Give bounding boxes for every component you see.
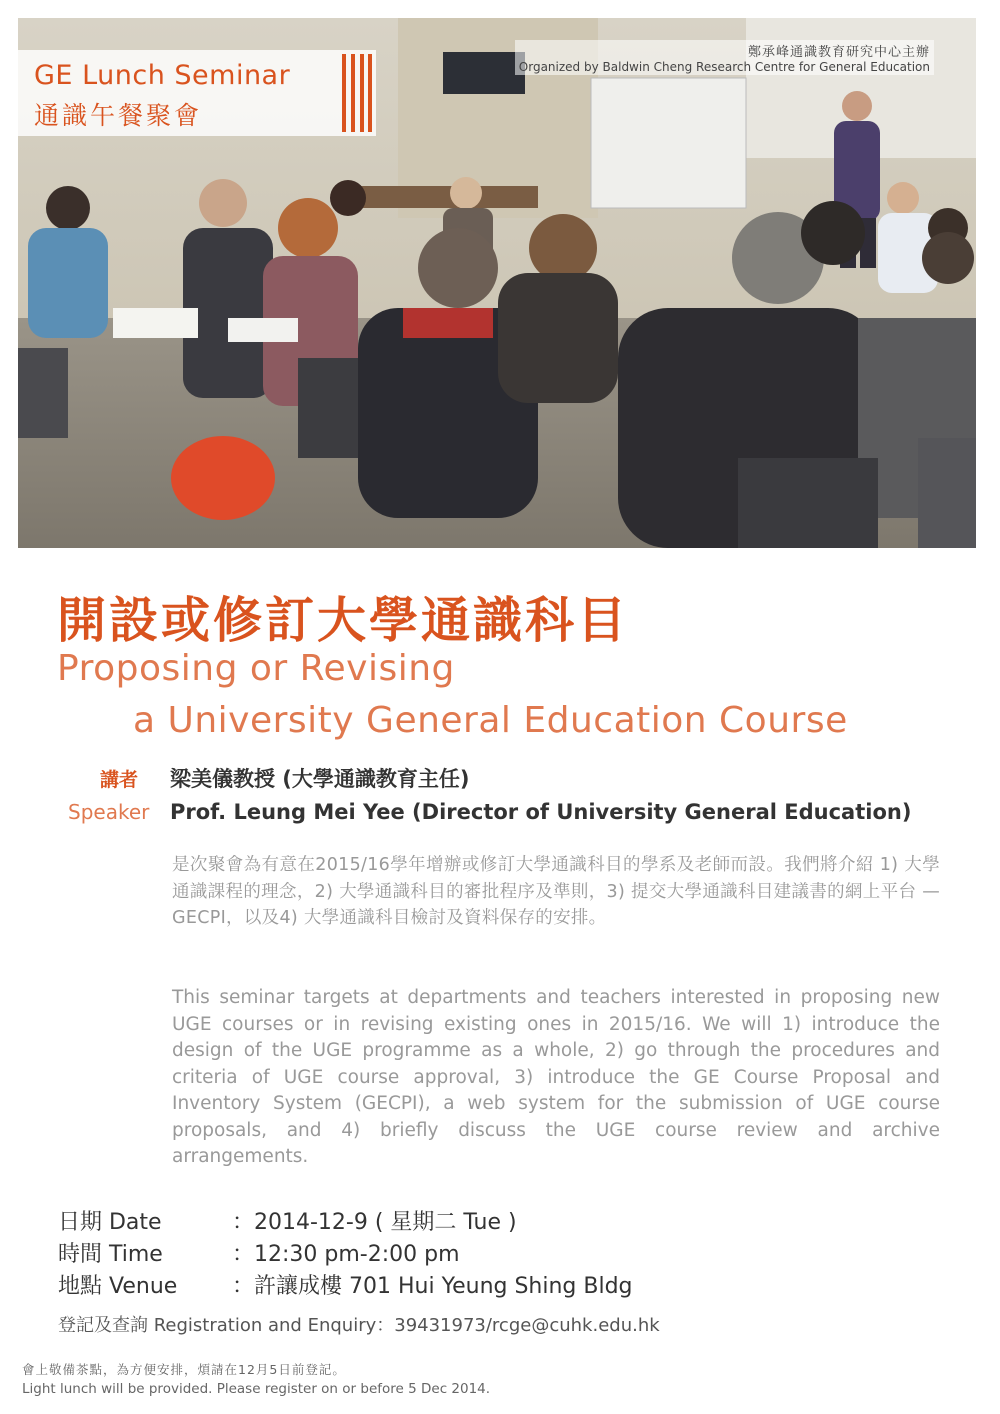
description-zh: 是次聚會為有意在2015/16學年增辦或修訂大學通識科目的學系及老師而設。我們將介紹 1) 大學通識課程的理念，2) 大學通識科目的審批程序及準則，3) 提交大學通識科目建議書的網上平台 — GECPI，以及4) 大學通識科目檢討及資料保存的安排。: [172, 855, 940, 928]
page-title-en-line1: Proposing or Revising: [57, 648, 455, 689]
detail-time: [58, 1237, 460, 1268]
time-value: ：12:30 pm-2:00 pm: [232, 1242, 460, 1267]
series-title-en: GE Lunch Seminar: [34, 60, 291, 91]
detail-date: [58, 1205, 517, 1236]
time-label: 時間 Time: [58, 1242, 163, 1267]
organizer-label: [515, 40, 934, 75]
decorative-stripes: [342, 54, 372, 132]
date-value: ：2014-12-9 ( 星期二 Tue ): [232, 1210, 517, 1235]
organizer-en: Organized by Baldwin Cheng Research Centre for General Education: [518, 60, 930, 74]
registration-line: [58, 1311, 660, 1337]
speaker-label-zh: 講者: [100, 769, 139, 791]
venue-value: ：許讓成樓 701 Hui Yeung Shing Bldg: [232, 1274, 633, 1299]
speaker-label-en: Speaker: [68, 800, 150, 824]
series-label-box: [18, 50, 376, 136]
speaker-name-en: Prof. Leung Mei Yee (Director of University General Education): [170, 800, 912, 824]
page-title-en-line2: a University General Education Course: [133, 700, 848, 741]
detail-venue: [58, 1269, 633, 1300]
speaker-name-zh: 梁美儀教授 (大學通識教育主任): [170, 767, 470, 791]
page-title-zh: 開設或修訂大學通識科目: [57, 592, 630, 649]
description-en: This seminar targets at departments and teachers interested in proposing new UGE courses or in revising existing ones in 2015/16. We will 1) introduce the design of the UGE programme as a whole, 2) go through the procedures and criteria of UGE course approval, 3) introduce the GE Course Proposal and Inventory System (GECPI), a web system for the submission of UGE course proposals, and 4) briefly discuss the UGE course review and archive arrangements.: [172, 987, 940, 1167]
date-label: 日期 Date: [58, 1210, 162, 1235]
venue-label: 地點 Venue: [58, 1274, 178, 1299]
organizer-zh: 鄭承峰通識教育研究中心主辦: [747, 45, 930, 60]
footer-note-zh: 會上敬備茶點，為方便安排，煩請在12月5日前登記。: [22, 1362, 346, 1377]
series-title-zh: 通識午餐聚會: [34, 101, 203, 130]
footer-note-en: Light lunch will be provided. Please register on or before 5 Dec 2014.: [22, 1381, 491, 1397]
registration-label: 登記及查詢 Registration and Enquiry: [58, 1315, 377, 1336]
registration-contact[interactable]: ：39431973/rcge@cuhk.edu.hk: [376, 1315, 660, 1336]
